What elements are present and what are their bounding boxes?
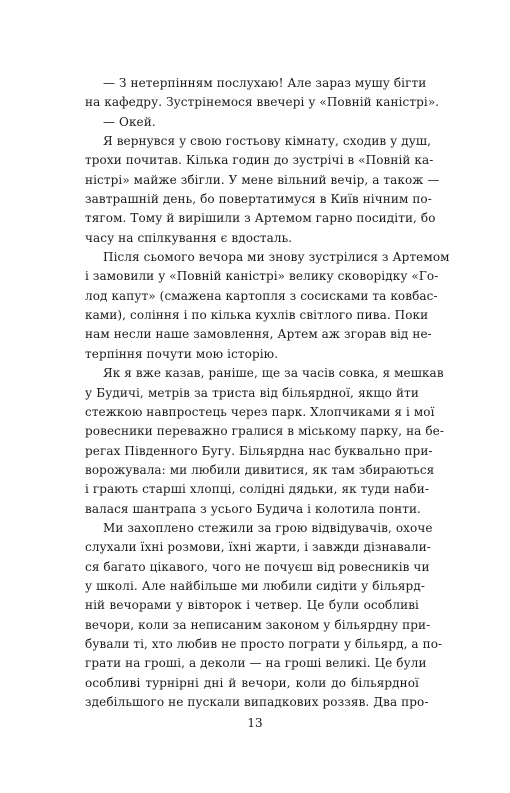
text-line: терпіння почути мою історію. [85, 346, 279, 361]
text-line: — З нетерпінням послухаю! Але зараз мушу бігти [103, 76, 427, 90]
text-line: ністрі» майже збігли. У мене вільний вечір, а також — [85, 172, 440, 187]
text-line: ками), соління і по кілька кухлів світлого пива. Поки [85, 308, 429, 323]
text-line: особливі турнірні дні й вечори, коли до більярдної [85, 675, 419, 690]
text-line: трохи почитав. Кілька годин до зустрічі в «Повній ка- [85, 153, 434, 168]
text-line: Як я вже казав, раніше, ще за часів совка, я мешкав [103, 366, 444, 381]
body-text [85, 74, 450, 712]
text-line: — Окей. [103, 114, 156, 129]
text-line: Після сьомого вечора ми знову зустрілися з Артемом [103, 250, 450, 265]
text-line: ворожувала: ми любили дивитися, як там збираються [85, 462, 435, 477]
text-line: лод капут» (смажена картопля з сосисками та ковбас- [85, 288, 438, 303]
text-line: стежкою навпростець через парк. Хлопчиками я і мої [85, 404, 435, 419]
text-line: у школі. Але найбільше ми любили сидіти у більярд- [85, 578, 425, 593]
text-line: часу на спілкування є вдосталь. [85, 230, 293, 245]
text-line: тягом. Тому й вирішили з Артемом гарно посидіти, бо [85, 211, 436, 226]
text-line: ній вечорами у вівторок і четвер. Це були особливі [85, 598, 419, 613]
text-line: Ми захоплено стежили за грою відвідувачів, охоче [103, 520, 433, 535]
text-line: здебільшого не пускали випадкових роззяв. Два про- [85, 695, 429, 709]
text-line: грати на гроші, а деколи — на гроші великі. Це були [85, 656, 427, 671]
page-number: 13 [247, 716, 263, 730]
text-line: і грають старші хлопці, солідні дядьки, як туди наби- [85, 482, 429, 497]
text-line: на кафедру. Зустрінемося ввечері у «Повній каністрі». [85, 95, 440, 110]
text-line: бували ті, хто любив не просто пограти у більярд, а по- [85, 636, 443, 651]
text-line: Я вернувся у свою гостьову кімнату, сходив у душ, [103, 134, 432, 149]
text-line: вечори, коли за неписаним законом у більярдну при- [85, 617, 431, 632]
text-line: регах Південного Бугу. Більярдна нас буквально при- [85, 443, 433, 458]
text-line: ся багато цікавого, чого не почуєш від ровесників чи [85, 559, 430, 574]
text-line: валася шантрапа з усього Будича і колотила понти. [85, 501, 421, 516]
text-line: слухали їхні розмови, їхні жарти, і завжди дізнавали- [85, 540, 431, 555]
text-line: нам несли наше замовлення, Артем аж згорав від не- [85, 327, 432, 342]
text-line: у Будичі, метрів за триста від більярдної, якщо йти [85, 385, 419, 400]
text-line: і замовили у «Повній каністрі» велику сковорідку «Го- [85, 269, 439, 284]
text-line: завтрашній день, бо повертатимуся в Київ нічним по- [85, 192, 432, 207]
text-line: ровесники переважно гралися в міському парку, на бе- [85, 424, 445, 439]
